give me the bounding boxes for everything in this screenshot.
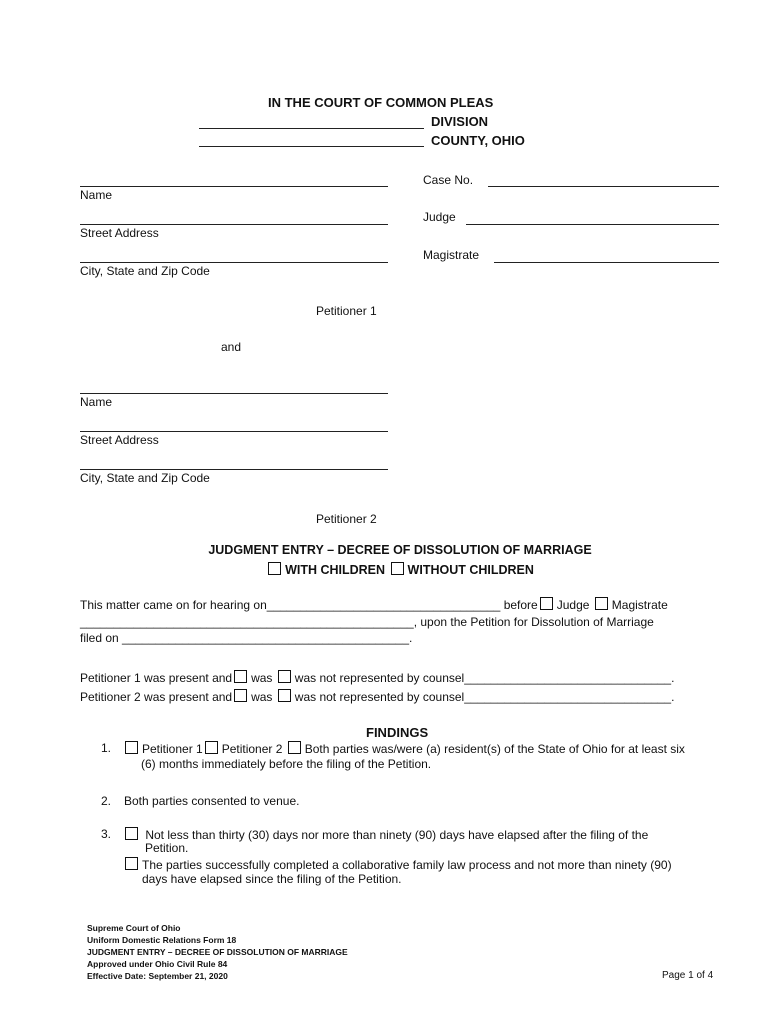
county-blank[interactable] xyxy=(199,146,424,147)
footer-form-name: Uniform Domestic Relations Form 18 xyxy=(87,935,237,945)
party1-street-field[interactable] xyxy=(80,224,388,225)
party1-street-label: Street Address xyxy=(80,226,159,240)
p2-was-label: was xyxy=(251,690,273,704)
footer-effective-date xyxy=(87,970,348,982)
and-text: and xyxy=(221,340,242,354)
footer-approval: Approved under Ohio Civil Rule 84 xyxy=(87,959,228,969)
finding1-both-checkbox[interactable] xyxy=(288,741,301,754)
petitioner1-presence xyxy=(80,670,674,685)
finding3b-text: The parties successfully completed a collaborative family law process and not more than ninety (90) xyxy=(142,858,672,872)
finding1-p1-checkbox[interactable] xyxy=(125,741,138,754)
hearing-magistrate-label: Magistrate xyxy=(611,598,668,612)
effective-date-value: September 21, 2020 xyxy=(148,971,228,981)
magistrate-label: Magistrate xyxy=(423,248,480,262)
without-children-label: WITHOUT CHILDREN xyxy=(407,563,534,577)
finding-3a xyxy=(123,827,648,842)
hearing-line-1 xyxy=(80,597,668,612)
before-text: before xyxy=(503,598,538,612)
party2-street-label: Street Address xyxy=(80,433,159,447)
party2-city-field[interactable] xyxy=(80,469,388,470)
footer-form-title: JUDGMENT ENTRY – DECREE OF DISSOLUTION OF MARRIAGE xyxy=(87,947,348,957)
division-label: DIVISION xyxy=(431,114,489,129)
court-heading: IN THE COURT OF COMMON PLEAS xyxy=(268,95,494,110)
finding-1-text-cont: (6) months immediately before the filing of the Petition. xyxy=(141,757,432,771)
finding1-p2-checkbox[interactable] xyxy=(205,741,218,754)
party2-role: Petitioner 2 xyxy=(316,512,377,526)
finding1-p2-label: Petitioner 2 xyxy=(221,742,283,756)
p1-was-label: was xyxy=(251,671,273,685)
hearing-judge-label: Judge xyxy=(556,598,590,612)
finding1-p1-label: Petitioner 1 xyxy=(142,742,203,756)
without-children-checkbox[interactable] xyxy=(391,562,404,575)
p2-was-not-checkbox[interactable] xyxy=(278,689,291,702)
p1-presence-prefix: Petitioner 1 was present and xyxy=(80,671,233,685)
p1-was-not-checkbox[interactable] xyxy=(278,670,291,683)
magistrate-field[interactable] xyxy=(494,262,719,263)
hearing-line-3[interactable]: filed on ___________________________________________. xyxy=(80,631,413,645)
hearing-judge-checkbox[interactable] xyxy=(540,597,553,610)
finding3b-checkbox[interactable] xyxy=(125,857,138,870)
hearing-line-2[interactable]: __________________________________________________, upon the Petition for Dissolution of Marriage xyxy=(80,615,654,629)
party2-name-label: Name xyxy=(80,395,113,409)
finding-3b xyxy=(123,857,672,872)
p2-was-checkbox[interactable] xyxy=(234,689,247,702)
party1-name-field[interactable] xyxy=(80,186,388,187)
party1-city-label: City, State and Zip Code xyxy=(80,264,210,278)
hearing-date-blank[interactable]: ___________________________________ xyxy=(266,598,501,612)
division-blank[interactable] xyxy=(199,128,424,129)
form-footer xyxy=(87,922,348,982)
party1-role: Petitioner 1 xyxy=(316,304,377,318)
document-title: JUDGMENT ENTRY – DECREE OF DISSOLUTION OF MARRIAGE xyxy=(208,543,592,557)
p1-was-checkbox[interactable] xyxy=(234,670,247,683)
finding3a-checkbox[interactable] xyxy=(125,827,138,840)
party2-name-field[interactable] xyxy=(80,393,388,394)
party1-city-field[interactable] xyxy=(80,262,388,263)
p2-counsel-blank[interactable]: _______________________________. xyxy=(464,690,675,704)
party2-city-label: City, State and Zip Code xyxy=(80,471,210,485)
finding-2-number: 2. xyxy=(101,794,112,808)
p1-was-not-label: was not represented by counsel xyxy=(294,671,465,685)
judge-label: Judge xyxy=(423,210,456,224)
with-children-checkbox[interactable] xyxy=(268,562,281,575)
finding-2-text: Both parties consented to venue. xyxy=(124,794,300,808)
children-options xyxy=(0,562,770,577)
p1-counsel-blank[interactable]: _______________________________. xyxy=(464,671,675,685)
findings-heading: FINDINGS xyxy=(366,725,429,740)
finding-3-number: 3. xyxy=(101,827,112,841)
page-number: Page 1 of 4 xyxy=(662,970,714,981)
p2-was-not-label: was not represented by counsel xyxy=(294,690,465,704)
with-children-label: WITH CHILDREN xyxy=(285,563,386,577)
footer-court: Supreme Court of Ohio xyxy=(87,923,181,933)
p2-presence-prefix: Petitioner 2 was present and xyxy=(80,690,233,704)
county-label: COUNTY, OHIO xyxy=(431,133,525,148)
finding-1 xyxy=(123,741,685,756)
petitioner2-presence xyxy=(80,689,674,704)
case-no-field[interactable] xyxy=(488,186,719,187)
judge-field[interactable] xyxy=(466,224,719,225)
party2-street-field[interactable] xyxy=(80,431,388,432)
finding3a-text: Not less than thirty (30) days nor more than ninety (90) days have elapsed after the filing of the xyxy=(145,828,649,842)
effective-date-label: Effective Date: xyxy=(87,971,147,981)
case-no-label: Case No. xyxy=(423,173,474,187)
finding1-text: Both parties was/were (a) resident(s) of the State of Ohio for at least six xyxy=(304,742,685,756)
party1-name-label: Name xyxy=(80,188,113,202)
finding-3a-text-cont: Petition. xyxy=(145,841,189,855)
hearing-magistrate-checkbox[interactable] xyxy=(595,597,608,610)
hearing-prefix: This matter came on for hearing on xyxy=(80,598,267,612)
finding-3b-text-cont: days have elapsed since the filing of the Petition. xyxy=(142,872,402,886)
finding-1-number: 1. xyxy=(101,741,112,755)
